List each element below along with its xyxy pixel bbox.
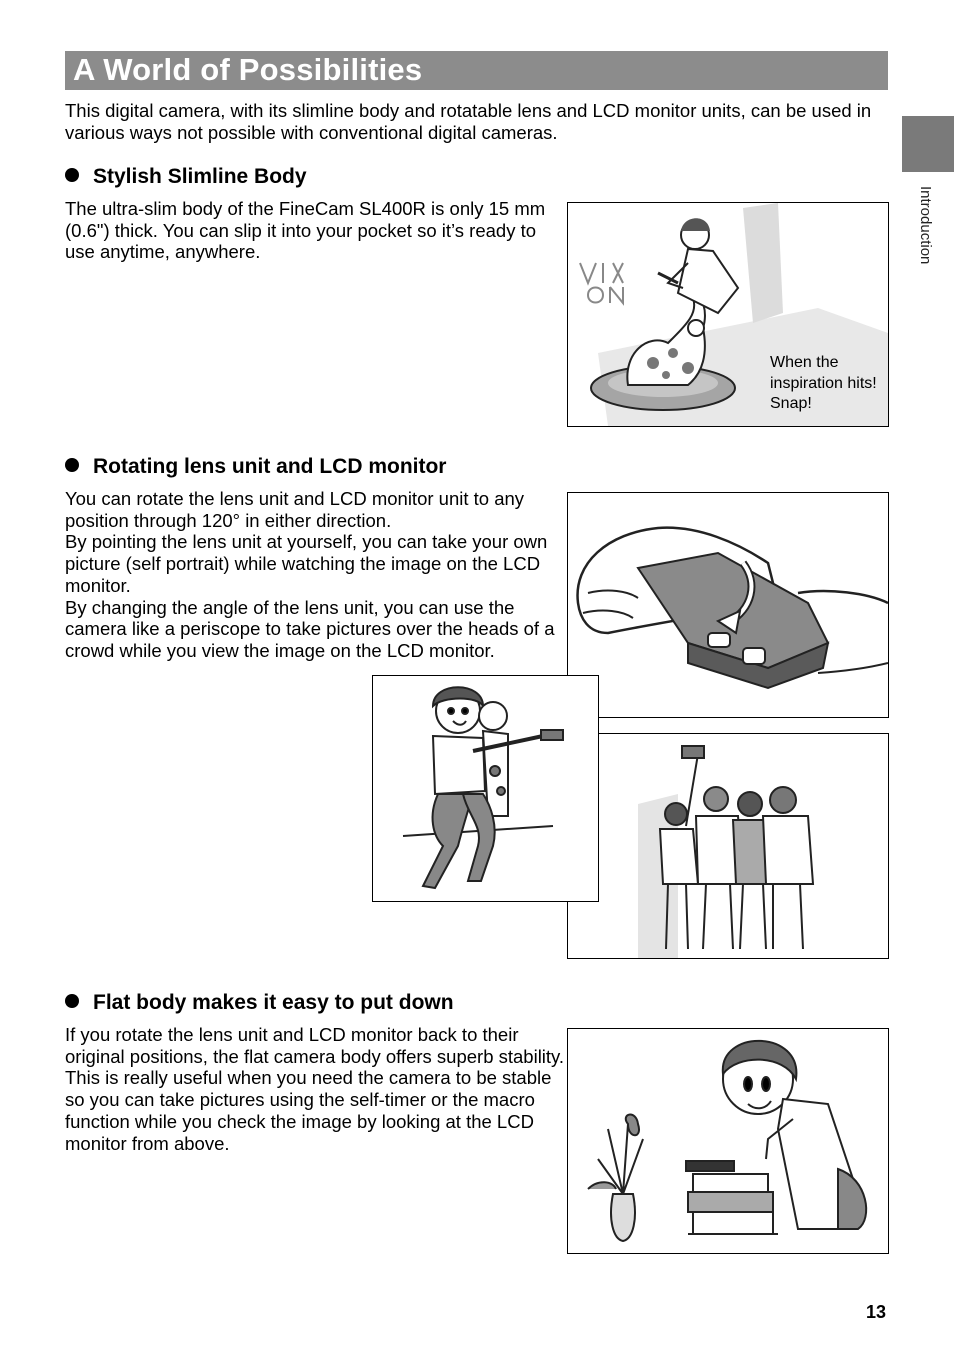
- page-title-bar: [65, 51, 888, 90]
- paragraph: You can rotate the lens unit and LCD monitor unit to any position through 120° in either direction.: [65, 488, 525, 531]
- section-heading-flat-body: [65, 991, 454, 1015]
- hand-camera-drawing: [568, 493, 888, 717]
- crowd-drawing: [568, 734, 888, 958]
- paragraph: By pointing the lens unit at yourself, you can take your own picture (self portrait) while watching the image on the LCD monitor.: [65, 531, 548, 596]
- illustration-caption: When the inspiration hits! Snap!: [770, 354, 877, 412]
- illustration-woman-photographing-dog: [567, 202, 889, 427]
- section-heading-text: Stylish Slimline Body: [93, 165, 307, 188]
- self-portrait-drawing: [373, 676, 598, 901]
- intro-paragraph: This digital camera, with its slimline body and rotatable lens and LCD monitor units, can be used in various ways not possible with conventional digital cameras.: [65, 100, 872, 143]
- bullet-icon: [65, 994, 79, 1008]
- section-body-slimline: [65, 198, 555, 263]
- section-tab-label: Introduction: [917, 186, 934, 265]
- page-title: A World of Possibilities: [73, 52, 423, 87]
- page-number: 13: [866, 1302, 887, 1322]
- illustration-crowd-periscope: [567, 733, 889, 959]
- bullet-icon: [65, 458, 79, 472]
- paragraph: The ultra-slim body of the FineCam SL400R is only 15 mm (0.6") thick. You can slip it into your pocket so it’s ready to use anytime, anywhere.: [65, 198, 546, 263]
- camera-books-drawing: [568, 1029, 888, 1253]
- paragraph: By changing the angle of the lens unit, you can use the camera like a periscope to take pictures over the heads of a crowd while you view the image on the LCD monitor.: [65, 596, 555, 661]
- section-heading-text: Rotating lens unit and LCD monitor: [93, 455, 447, 478]
- illustration-self-portrait: [372, 675, 599, 902]
- illustration-camera-on-books: [567, 1028, 889, 1254]
- section-heading-rotating: [65, 455, 446, 479]
- section-heading-slimline: [65, 165, 307, 189]
- section-body-rotating: [65, 488, 565, 662]
- illustration-hand-rotating-lens: [567, 492, 889, 718]
- paragraph: This is really useful when you need the camera to be stable so you can take pictures using the self-timer or the macro function while you check the image by looking at the LCD monitor from above.: [65, 1067, 552, 1154]
- section-body-flat-body: [65, 1024, 565, 1154]
- section-heading-text: Flat body makes it easy to put down: [93, 991, 454, 1014]
- section-tab-marker: [902, 116, 954, 172]
- bullet-icon: [65, 168, 79, 182]
- paragraph: If you rotate the lens unit and LCD monitor back to their original positions, the flat camera body offers superb stability.: [65, 1024, 565, 1067]
